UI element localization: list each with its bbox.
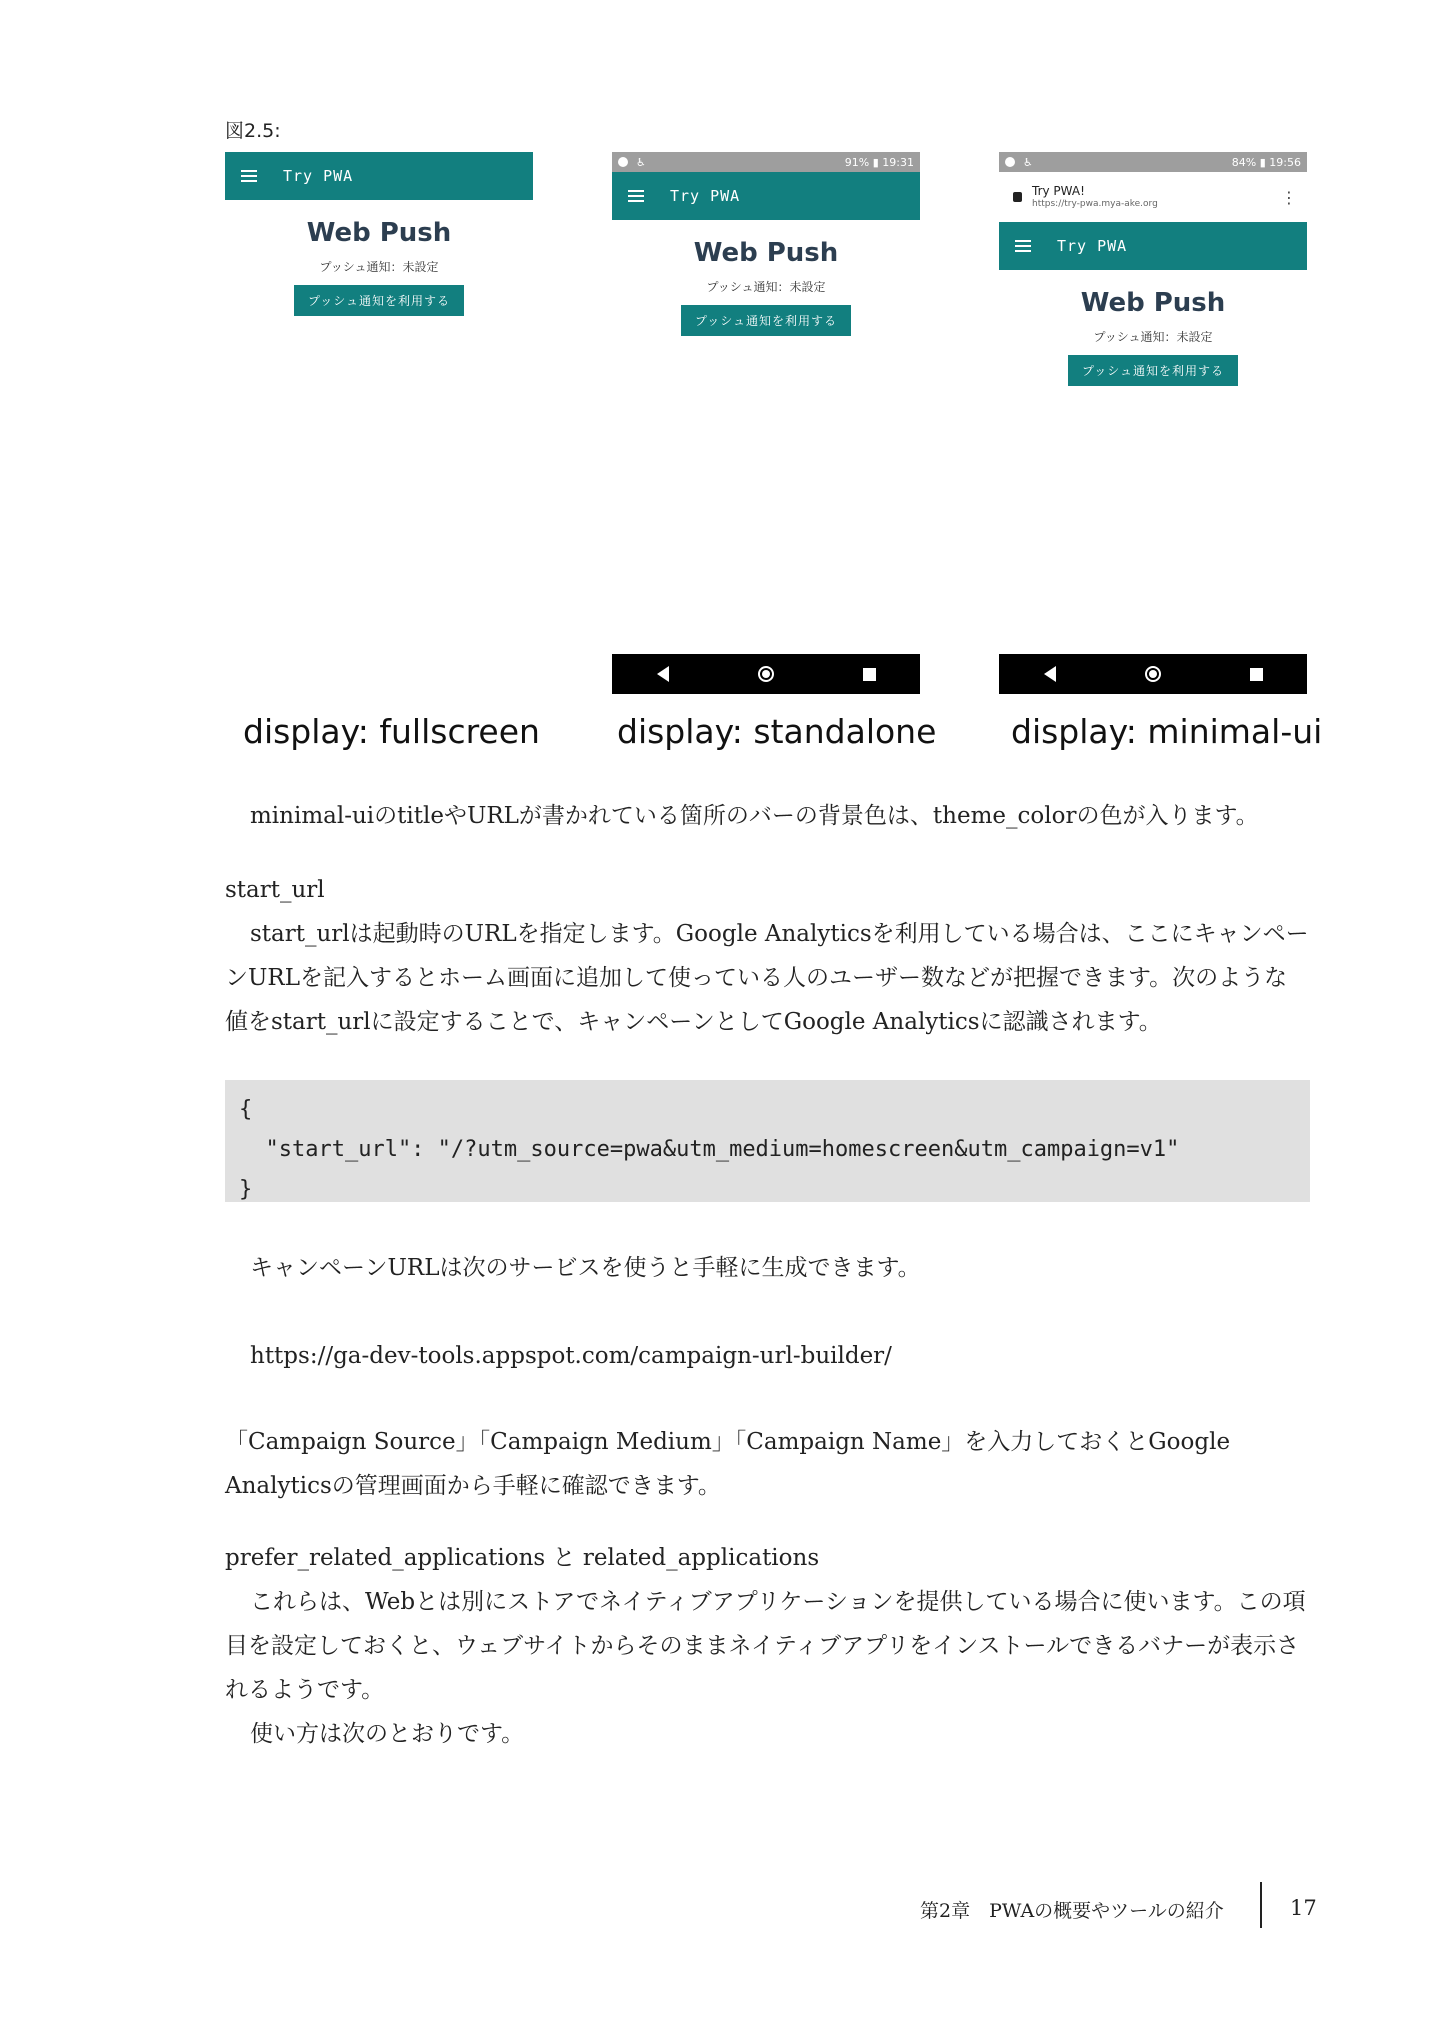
- app-title: Try PWA: [670, 187, 741, 205]
- phone-standalone: [612, 152, 920, 700]
- phone-fullscreen: [225, 152, 533, 700]
- caption-standalone: display: standalone: [617, 712, 937, 751]
- status-bar: [999, 152, 1307, 172]
- enable-push-button[interactable]: プッシュ通知を利用する: [294, 285, 464, 316]
- page-content: [612, 238, 920, 336]
- status-bar: [612, 152, 920, 172]
- url-bar: [999, 172, 1307, 222]
- push-status: プッシュ通知：未設定: [706, 280, 826, 294]
- status-bar-right: 84% ▮ 19:56: [1231, 155, 1301, 169]
- push-status: プッシュ通知：未設定: [1093, 330, 1213, 344]
- push-status: プッシュ通知：未設定: [319, 260, 439, 274]
- paragraph-usage: 使い方は次のとおりです。: [250, 1721, 525, 1747]
- app-title: Try PWA: [1057, 237, 1128, 255]
- hamburger-menu-icon[interactable]: [1015, 240, 1031, 252]
- paragraph-start-url: start_urlは起動時のURLを指定します。Google Analyticsを利用している場合は、ここにキャンペーンURLを記入するとホーム画面に追加して使っている人のユーザー数などが把握できます。次のような値をstart_urlに設定することで、キャンペーンとしてGoogle Analyticsに認識されます。: [225, 921, 1309, 1035]
- footer-divider: [1260, 1882, 1262, 1928]
- back-icon[interactable]: [657, 666, 669, 682]
- paragraph-theme-color: minimal-uiのtitleやURLが書かれている箇所のバーの背景色は、theme_colorの色が入ります。: [250, 803, 1259, 829]
- footer-chapter: 第2章 PWAの概要やツールの紹介: [920, 1900, 1224, 1922]
- enable-push-button[interactable]: プッシュ通知を利用する: [1068, 355, 1238, 386]
- app-bar: [999, 222, 1307, 270]
- url-bar-url[interactable]: https://try-pwa.mya-ake.org: [1032, 198, 1158, 209]
- recent-apps-icon[interactable]: [863, 668, 876, 681]
- paragraph-campaign-url: キャンペーンURLは次のサービスを使うと手軽に生成できます。: [250, 1255, 921, 1281]
- web-push-heading: Web Push: [306, 218, 452, 248]
- hamburger-menu-icon[interactable]: [628, 190, 644, 202]
- page-content: [225, 218, 533, 316]
- figure-label: 図2.5:: [225, 120, 281, 142]
- hamburger-menu-icon[interactable]: [241, 170, 257, 182]
- phone-minimal-ui: [999, 152, 1307, 700]
- back-icon[interactable]: [1044, 666, 1056, 682]
- paragraph-campaign-fields: 「Campaign Source」「Campaign Medium」「Campaign Name」を入力しておくとGoogle Analyticsの管理画面から手軽に確認できます。: [225, 1429, 1231, 1499]
- android-nav-bar: [612, 654, 920, 694]
- heading-start-url: start_url: [225, 877, 325, 903]
- notification-icon: [618, 157, 628, 167]
- app-title: Try PWA: [283, 167, 354, 185]
- caption-minimal-ui: display: minimal-ui: [1011, 712, 1323, 751]
- notification-icon: [1005, 157, 1015, 167]
- app-bar: [612, 172, 920, 220]
- page-content: [999, 288, 1307, 386]
- overflow-menu-icon[interactable]: ⋮: [1281, 187, 1297, 207]
- caption-fullscreen: display: fullscreen: [243, 712, 540, 751]
- accessibility-icon: ♿: [636, 155, 646, 169]
- web-push-heading: Web Push: [693, 238, 839, 268]
- enable-push-button[interactable]: プッシュ通知を利用する: [681, 305, 851, 336]
- accessibility-icon: ♿: [1023, 155, 1033, 169]
- url-bar-title: Try PWA!: [1032, 183, 1085, 198]
- home-icon[interactable]: [758, 666, 774, 682]
- heading-related-applications: prefer_related_applications と related_applications: [225, 1545, 820, 1571]
- recent-apps-icon[interactable]: [1250, 668, 1263, 681]
- web-push-heading: Web Push: [1080, 288, 1226, 318]
- code-block: { "start_url": "/?utm_source=pwa&utm_medium=homescreen&utm_campaign=v1" }: [225, 1080, 1310, 1202]
- status-bar-right: 91% ▮ 19:31: [844, 155, 914, 169]
- page-number: 17: [1290, 1896, 1317, 1920]
- app-bar: [225, 152, 533, 200]
- campaign-builder-link[interactable]: https://ga-dev-tools.appspot.com/campaign-url-builder/: [250, 1343, 892, 1369]
- paragraph-related-applications: これらは、Webとは別にストアでネイティブアプリケーションを提供している場合に使います。この項目を設定しておくと、ウェブサイトからそのままネイティブアプリをインストールできるバナーが表示されるようです。: [225, 1589, 1306, 1703]
- home-icon[interactable]: [1145, 666, 1161, 682]
- lock-icon: [1013, 192, 1022, 202]
- android-nav-bar: [999, 654, 1307, 694]
